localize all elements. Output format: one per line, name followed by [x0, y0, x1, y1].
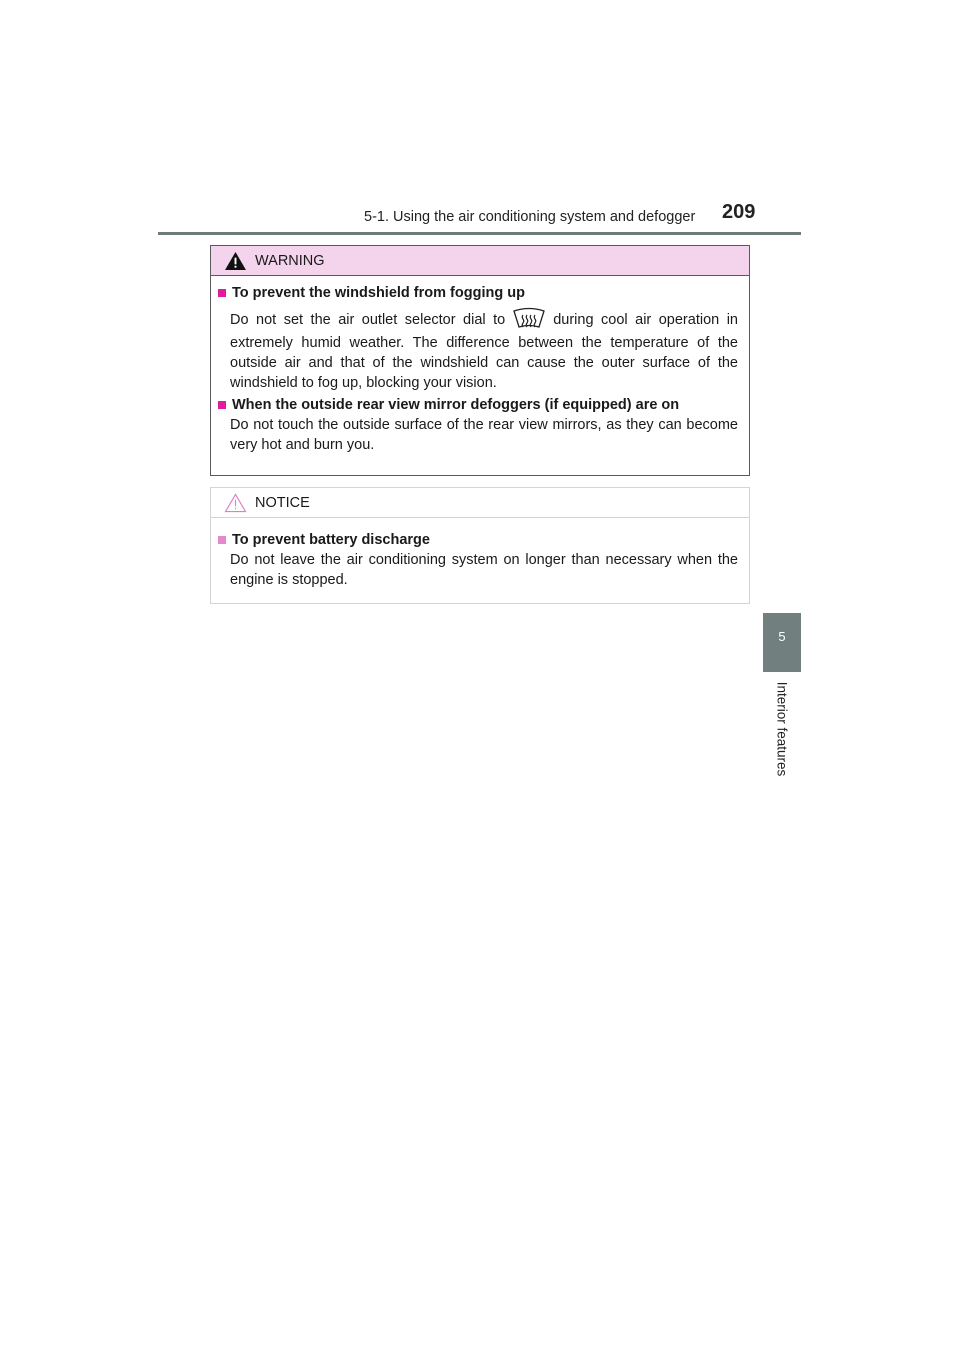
page-number: 209: [722, 201, 756, 223]
notice-item-text: Do not leave the air conditioning system on longer than necessary when the engine is stopped.: [230, 552, 738, 588]
caution-triangle-icon: [224, 493, 247, 513]
warning-header: [211, 246, 749, 276]
chapter-number: 5: [778, 629, 786, 644]
warning-title: WARNING: [255, 252, 325, 269]
warning-item-text: Do not touch the outside surface of the rear view mirrors, as they can become very hot and burn you.: [230, 417, 738, 453]
header-divider: [158, 232, 801, 235]
windshield-defroster-icon: [511, 307, 547, 333]
notice-box: [210, 487, 750, 604]
chapter-tab[interactable]: [763, 613, 801, 672]
square-bullet-icon: [218, 401, 226, 409]
notice-item-heading: To prevent battery discharge: [217, 530, 738, 550]
warning-item-heading: To prevent the windshield from fogging up: [217, 283, 738, 303]
chapter-label: Interior features: [774, 681, 790, 777]
notice-header: [211, 488, 749, 518]
warning-triangle-icon: [224, 251, 247, 271]
warning-box: [210, 245, 750, 476]
square-bullet-icon: [218, 536, 226, 544]
notice-title: NOTICE: [255, 494, 310, 511]
warning-item-text: Do not set the air outlet selector dial to during cool air operation in extremely humid weather. The difference between the temperature of the outside air and that of the windshield can cause the outer surface of the windshield to fog up, blocking your vision.: [217, 307, 738, 393]
warning-item-heading: When the outside rear view mirror defoggers (if equipped) are on: [217, 395, 738, 415]
section-title: 5-1. Using the air conditioning system and defogger: [364, 209, 696, 225]
square-bullet-icon: [218, 289, 226, 297]
